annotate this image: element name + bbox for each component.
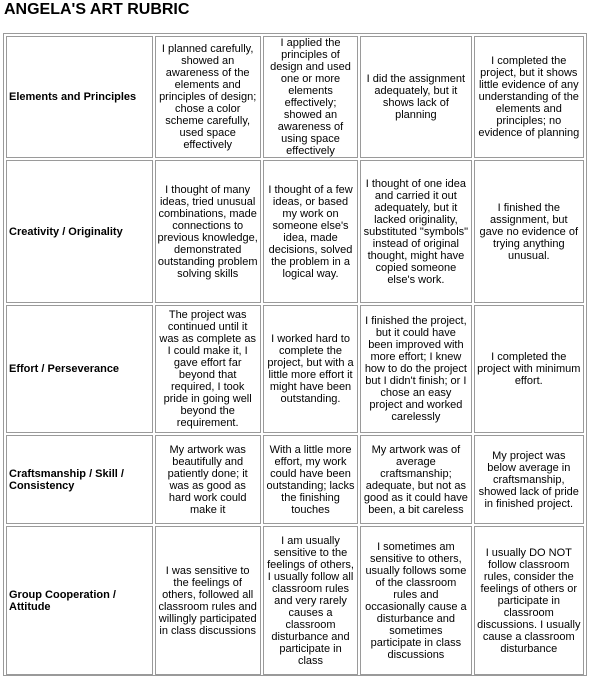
rubric-table-frame xyxy=(3,33,587,676)
table-row xyxy=(6,160,584,303)
rubric-cell: I planned carefully, showed an awareness of the elements and principles of design; chose a color scheme carefully, used space effectively xyxy=(155,36,261,158)
rubric-cell: I sometimes am sensitive to others, usually follows some of the classroom rules and occasionally cause a disturbance and sometimes participate in class discussions xyxy=(360,526,471,675)
table-row xyxy=(6,305,584,433)
category-label: Group Cooperation / Attitude xyxy=(6,526,153,675)
category-label: Elements and Principles xyxy=(6,36,153,158)
rubric-cell: My artwork was of average craftsmanship; adequate, but not as good as it could have been, a bit careless xyxy=(360,435,471,524)
page-title: ANGELA'S ART RUBRIC xyxy=(4,1,190,18)
rubric-cell: I usually DO NOT follow classroom rules, consider the feelings of others or participate in classroom discussions. I usually cause a classroom disturbance xyxy=(474,526,584,675)
category-label: Effort / Perseverance xyxy=(6,305,153,433)
rubric-cell: I thought of a few ideas, or based my work on someone else's idea, made decisions, solved the problem in a logical way. xyxy=(263,160,358,303)
rubric-cell: My project was below average in craftsmanship, showed lack of pride in finished project. xyxy=(474,435,584,524)
rubric-table xyxy=(4,34,586,677)
rubric-cell: The project was continued until it was as complete as I could make it, I gave effort far beyond that required, I took pride in going well beyond the requirement. xyxy=(155,305,261,433)
rubric-cell: I finished the assignment, but gave no evidence of trying anything unusual. xyxy=(474,160,584,303)
rubric-cell: I did the assignment adequately, but it shows lack of planning xyxy=(360,36,471,158)
table-row xyxy=(6,526,584,675)
rubric-cell: My artwork was beautifully and patiently done; it was as good as hard work could make it xyxy=(155,435,261,524)
rubric-cell: I was sensitive to the feelings of others, followed all classroom rules and willingly participated in class discussions xyxy=(155,526,261,675)
rubric-cell: With a little more effort, my work could have been outstanding; lacks the finishing touches xyxy=(263,435,358,524)
rubric-cell: I am usually sensitive to the feelings of others, I usually follow all classroom rules and very rarely causes a classroom disturbance and participate in class xyxy=(263,526,358,675)
rubric-cell: I thought of many ideas, tried unusual combinations, made connections to previous knowledge, demonstrated outstanding problem solving skills xyxy=(155,160,261,303)
rubric-cell: I worked hard to complete the project, but with a little more effort it might have been outstanding. xyxy=(263,305,358,433)
rubric-cell: I completed the project with minimum effort. xyxy=(474,305,584,433)
category-label: Creativity / Originality xyxy=(6,160,153,303)
rubric-cell: I applied the principles of design and used one or more elements effectively; showed an awareness of using space effectively xyxy=(263,36,358,158)
rubric-cell: I thought of one idea and carried it out adequately, but it lacked originality, substituted "symbols" instead of original thought, might have copied someone else's work. xyxy=(360,160,471,303)
rubric-cell: I finished the project, but it could have been improved with more effort; I knew how to do the project but I didn't finish; or I chose an easy project and worked carelessly xyxy=(360,305,471,433)
rubric-cell: I completed the project, but it shows little evidence of any understanding of the elements and principles; no evidence of planning xyxy=(474,36,584,158)
category-label: Craftsmanship / Skill / Consistency xyxy=(6,435,153,524)
table-row xyxy=(6,435,584,524)
table-row xyxy=(6,36,584,158)
